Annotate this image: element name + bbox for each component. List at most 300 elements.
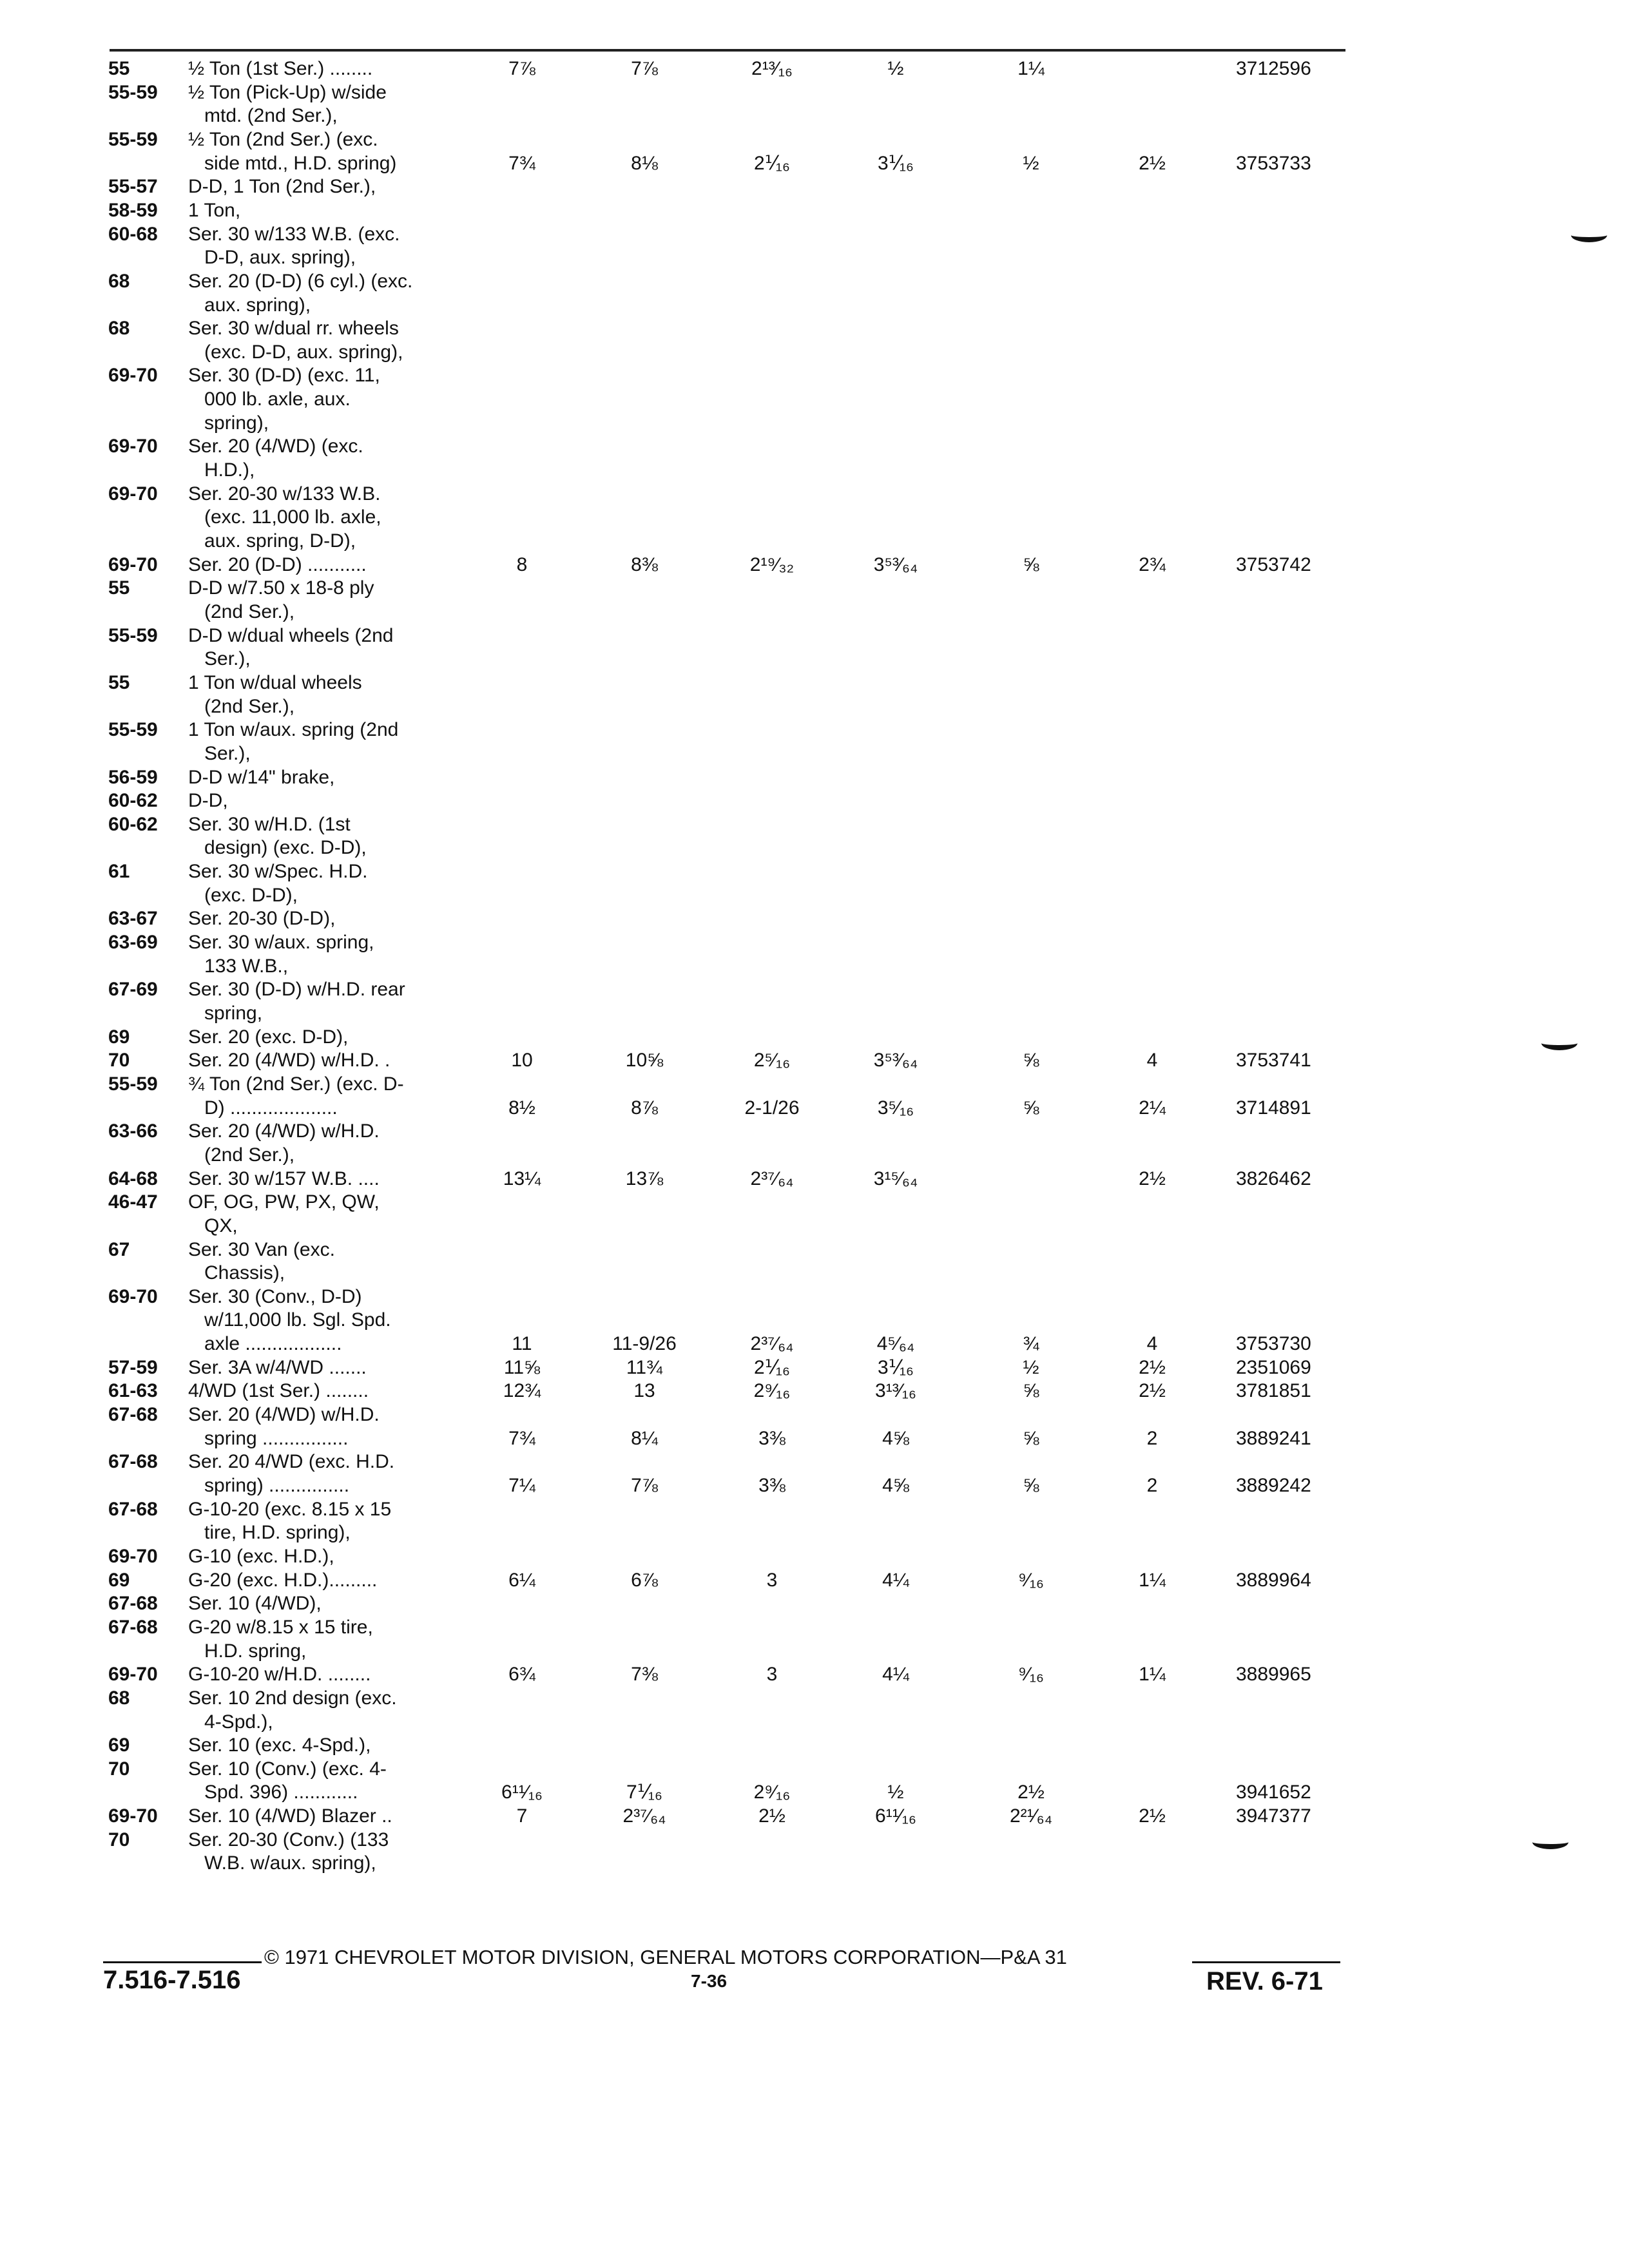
table-row xyxy=(0,1285,1629,1309)
spec-value-c4: 4⅝ xyxy=(882,1427,909,1449)
spec-value-c5: ⅝ xyxy=(1023,1097,1039,1119)
spec-value-c1: 6¼ xyxy=(508,1569,535,1591)
application-description: D) .................... xyxy=(188,1097,338,1119)
application-description: Ser. 10 (Conv.) (exc. 4- xyxy=(188,1758,387,1780)
spec-value-c6: 2½ xyxy=(1139,1805,1166,1827)
spec-value-c6: 2½ xyxy=(1139,1356,1166,1378)
application-description: aux. spring), xyxy=(188,294,311,316)
model-years: 61-63 xyxy=(108,1380,158,1402)
footer-rule-right xyxy=(1192,1961,1340,1963)
table-row xyxy=(0,57,1629,81)
spec-value-c2: 7⅜ xyxy=(631,1664,658,1686)
spec-value-c3: 3 xyxy=(766,1664,778,1686)
application-description: (2nd Ser.), xyxy=(188,1144,295,1166)
part-number: 3889242 xyxy=(1236,1475,1311,1496)
application-description: Ser. 30 w/dual rr. wheels xyxy=(188,318,399,340)
table-row xyxy=(0,1379,1629,1403)
part-number: 3714891 xyxy=(1236,1097,1311,1119)
table-row xyxy=(0,269,1629,293)
spec-value-c3: 2-1/26 xyxy=(744,1097,800,1119)
model-years: 55-59 xyxy=(108,128,158,150)
application-description: Spd. 396) ............ xyxy=(188,1782,358,1803)
model-years: 69-70 xyxy=(108,1545,158,1567)
table-row xyxy=(0,624,1629,648)
spec-value-c5: ⁹⁄₁₆ xyxy=(1017,1569,1045,1591)
application-description: Ser. 20-30 (D-D), xyxy=(188,908,336,930)
table-row xyxy=(0,1096,1629,1120)
table-row xyxy=(0,1497,1629,1521)
table-row xyxy=(0,505,1629,529)
model-years: 67-68 xyxy=(108,1404,158,1426)
part-number: 3889964 xyxy=(1236,1569,1311,1591)
model-years: 70 xyxy=(108,1758,130,1780)
footer-revision: REV. 6-71 xyxy=(1206,1967,1323,1995)
application-description: OF, OG, PW, PX, QW, xyxy=(188,1191,380,1213)
model-years: 67 xyxy=(108,1238,130,1260)
spec-value-c1: 11⅝ xyxy=(503,1356,541,1378)
spec-value-c5: 1¼ xyxy=(1017,58,1045,79)
table-row xyxy=(0,1662,1629,1686)
application-description: Ser. 20-30 (Conv.) (133 xyxy=(188,1829,389,1850)
model-years: 63-69 xyxy=(108,932,158,954)
application-description: Ser.), xyxy=(188,742,251,764)
spec-value-c2: 8⅜ xyxy=(631,553,658,575)
table-row xyxy=(0,671,1629,695)
table-row xyxy=(0,340,1629,364)
application-description: (2nd Ser.), xyxy=(188,695,295,717)
table-row xyxy=(0,954,1629,978)
application-description: tire, H.D. spring), xyxy=(188,1522,351,1544)
spec-value-c3: 2⁹⁄₁₆ xyxy=(753,1380,791,1402)
table-row xyxy=(0,316,1629,340)
part-number: 3889241 xyxy=(1236,1427,1311,1449)
application-description: Ser. 20 (exc. D-D), xyxy=(188,1026,349,1048)
model-years: 55 xyxy=(108,577,130,599)
application-description: H.D.), xyxy=(188,459,255,481)
spec-value-c2: 13 xyxy=(633,1380,655,1402)
table-row xyxy=(0,1568,1629,1592)
model-years: 68 xyxy=(108,270,130,292)
table-row xyxy=(0,576,1629,600)
application-description: side mtd., H.D. spring) xyxy=(188,152,397,174)
application-description: 4/WD (1st Ser.) ........ xyxy=(188,1380,369,1402)
table-row xyxy=(0,482,1629,506)
application-description: 133 W.B., xyxy=(188,955,289,977)
spec-value-c5: ¾ xyxy=(1023,1333,1039,1355)
table-row xyxy=(0,977,1629,1001)
model-years: 69-70 xyxy=(108,436,158,457)
table-row xyxy=(0,860,1629,883)
application-description: Ser. 20 (4/WD) w/H.D. xyxy=(188,1120,380,1142)
part-number: 3753742 xyxy=(1236,553,1311,575)
spec-value-c4: 3⁵³⁄₆₄ xyxy=(873,1050,918,1072)
table-row xyxy=(0,1001,1629,1025)
model-years: 69-70 xyxy=(108,483,158,505)
application-description: Ser. 30 Van (exc. xyxy=(188,1238,335,1260)
table-row xyxy=(0,718,1629,742)
model-years: 67-68 xyxy=(108,1498,158,1520)
table-row xyxy=(0,765,1629,789)
model-years: 69-70 xyxy=(108,1664,158,1686)
spec-value-c4: 3⅟₁₆ xyxy=(878,1356,914,1378)
spec-value-c4: ½ xyxy=(887,1782,904,1803)
margin-mark xyxy=(1541,1036,1577,1050)
application-description: Ser. 10 2nd design (exc. xyxy=(188,1687,397,1709)
application-description: W.B. w/aux. spring), xyxy=(188,1852,376,1874)
spec-value-c3: 3⅜ xyxy=(758,1427,786,1449)
table-row xyxy=(0,836,1629,860)
spec-value-c3: 2¹³⁄₁₆ xyxy=(751,58,793,79)
application-description: ½ Ton (2nd Ser.) (exc. xyxy=(188,128,378,150)
spec-value-c6: 2 xyxy=(1146,1475,1158,1496)
spec-value-c1: 7⅞ xyxy=(508,58,535,79)
part-number: 3826462 xyxy=(1236,1168,1311,1189)
application-description: Ser. 20 4/WD (exc. H.D. xyxy=(188,1451,395,1473)
spec-value-c2: 8¼ xyxy=(631,1427,658,1449)
table-row xyxy=(0,1025,1629,1049)
spec-value-c6: 4 xyxy=(1146,1050,1158,1072)
model-years: 60-62 xyxy=(108,813,158,835)
spec-value-c1: 8½ xyxy=(508,1097,535,1119)
application-description: Ser. 30 (D-D) (exc. 11, xyxy=(188,365,380,387)
application-description: G-20 (exc. H.D.)......... xyxy=(188,1569,378,1591)
application-description: Ser. 10 (4/WD), xyxy=(188,1593,322,1615)
application-description: Ser. 20-30 w/133 W.B. xyxy=(188,483,381,505)
table-row xyxy=(0,151,1629,175)
application-description: 1 Ton w/aux. spring (2nd xyxy=(188,719,399,741)
model-years: 63-67 xyxy=(108,908,158,930)
application-description: 000 lb. axle, aux. xyxy=(188,389,351,410)
model-years: 60-62 xyxy=(108,790,158,812)
table-row xyxy=(0,789,1629,812)
model-years: 70 xyxy=(108,1829,130,1850)
table-row xyxy=(0,245,1629,269)
table-row xyxy=(0,1450,1629,1474)
part-number: 3753730 xyxy=(1236,1333,1311,1355)
model-years: 55-59 xyxy=(108,1073,158,1095)
model-years: 46-47 xyxy=(108,1191,158,1213)
application-description: aux. spring, D-D), xyxy=(188,530,356,552)
spec-value-c3: 2⁵⁄₁₆ xyxy=(753,1050,791,1072)
application-description: G-10 (exc. H.D.), xyxy=(188,1545,334,1567)
table-row xyxy=(0,930,1629,954)
application-description: design) (exc. D-D), xyxy=(188,837,367,859)
application-description: w/11,000 lb. Sgl. Spd. xyxy=(188,1309,391,1331)
part-number: 2351069 xyxy=(1236,1356,1311,1378)
part-number: 3941652 xyxy=(1236,1782,1311,1803)
table-row xyxy=(0,1710,1629,1734)
table-row xyxy=(0,363,1629,387)
application-description: D-D, xyxy=(188,790,228,812)
application-description: Ser. 10 (exc. 4-Spd.), xyxy=(188,1735,371,1756)
footer-copyright: © 1971 CHEVROLET MOTOR DIVISION, GENERAL MOTORS CORPORATION—P&A 31 xyxy=(264,1946,1067,1968)
table-row xyxy=(0,1261,1629,1285)
table-row xyxy=(0,411,1629,435)
application-description: spring) ............... xyxy=(188,1475,350,1496)
application-description: mtd. (2nd Ser.), xyxy=(188,105,338,127)
model-years: 57-59 xyxy=(108,1356,158,1378)
table-row xyxy=(0,1190,1629,1214)
application-description: spring, xyxy=(188,1003,263,1024)
application-description: (exc. D-D, aux. spring), xyxy=(188,341,403,363)
spec-value-c4: 3⅟₁₆ xyxy=(878,152,914,174)
model-years: 61 xyxy=(108,861,130,883)
table-row xyxy=(0,293,1629,317)
application-description: Ser. 10 (4/WD) Blazer .. xyxy=(188,1805,392,1827)
application-description: (exc. D-D), xyxy=(188,884,298,906)
spec-value-c5: ⅝ xyxy=(1023,1427,1039,1449)
spec-value-c3: 2½ xyxy=(758,1805,786,1827)
application-description: Ser. 20 (D-D) ........... xyxy=(188,553,367,575)
application-description: D-D w/7.50 x 18-8 ply xyxy=(188,577,374,599)
application-description: (2nd Ser.), xyxy=(188,601,295,622)
table-row xyxy=(0,1474,1629,1497)
application-description: 4-Spd.), xyxy=(188,1711,273,1733)
table-row xyxy=(0,81,1629,104)
spec-value-c4: 4⁵⁄₆₄ xyxy=(876,1333,915,1355)
table-row xyxy=(0,907,1629,930)
spec-value-c1: 6¾ xyxy=(508,1664,535,1686)
spec-value-c1: 12¾ xyxy=(503,1380,541,1402)
table-row xyxy=(0,695,1629,718)
spec-value-c5: ⅝ xyxy=(1023,553,1039,575)
spec-value-c6: 2 xyxy=(1146,1427,1158,1449)
model-years: 67-68 xyxy=(108,1616,158,1638)
spec-value-c4: 4¼ xyxy=(882,1569,909,1591)
model-years: 58-59 xyxy=(108,199,158,221)
table-row xyxy=(0,1356,1629,1379)
table-row xyxy=(0,1332,1629,1356)
table-row xyxy=(0,1308,1629,1332)
model-years: 55-59 xyxy=(108,624,158,646)
model-years: 67-68 xyxy=(108,1451,158,1473)
table-row xyxy=(0,1804,1629,1828)
part-number: 3947377 xyxy=(1236,1805,1311,1827)
model-years: 64-68 xyxy=(108,1168,158,1189)
application-description: ½ Ton (1st Ser.) ........ xyxy=(188,58,373,79)
spec-value-c2: 6⅞ xyxy=(631,1569,658,1591)
model-years: 55-59 xyxy=(108,719,158,741)
table-row xyxy=(0,1427,1629,1450)
spec-value-c6: 4 xyxy=(1146,1333,1158,1355)
part-number: 3712596 xyxy=(1236,58,1311,79)
application-description: Ser. 30 w/157 W.B. .... xyxy=(188,1168,380,1189)
spec-value-c2: 11¾ xyxy=(626,1356,663,1378)
spec-value-c2: 7⅞ xyxy=(631,1475,658,1496)
spec-value-c1: 13¼ xyxy=(503,1168,541,1189)
spec-value-c5: ½ xyxy=(1023,1356,1039,1378)
application-description: ¾ Ton (2nd Ser.) (exc. D- xyxy=(188,1073,404,1095)
table-row xyxy=(0,198,1629,222)
model-years: 55 xyxy=(108,58,130,79)
application-description: D-D, 1 Ton (2nd Ser.), xyxy=(188,176,376,198)
spec-value-c2: 13⅞ xyxy=(625,1168,664,1189)
table-row xyxy=(0,175,1629,198)
spec-value-c1: 7 xyxy=(516,1805,528,1827)
spec-value-c5: 2½ xyxy=(1017,1782,1045,1803)
spec-value-c1: 7¾ xyxy=(508,1427,535,1449)
spec-value-c3: 2⅟₁₆ xyxy=(754,1356,790,1378)
table-row xyxy=(0,600,1629,624)
spec-value-c5: ⁹⁄₁₆ xyxy=(1017,1664,1045,1686)
application-description: Ser. 20 (4/WD) w/H.D. xyxy=(188,1404,380,1426)
application-description: Ser. 20 (4/WD) w/H.D. . xyxy=(188,1050,390,1072)
table-row xyxy=(0,1828,1629,1852)
spec-value-c3: 2¹⁹⁄₃₂ xyxy=(749,553,795,575)
model-years: 69-70 xyxy=(108,1805,158,1827)
margin-mark xyxy=(1532,1835,1568,1849)
spec-value-c2: 8⅞ xyxy=(631,1097,658,1119)
application-description: H.D. spring, xyxy=(188,1640,307,1662)
table-row xyxy=(0,387,1629,411)
table-row xyxy=(0,104,1629,128)
model-years: 67-69 xyxy=(108,979,158,1001)
application-description: Ser.), xyxy=(188,648,251,670)
application-description: Ser. 30 (Conv., D-D) xyxy=(188,1285,362,1307)
model-years: 69-70 xyxy=(108,1285,158,1307)
spec-value-c2: 11-9/26 xyxy=(612,1333,677,1355)
model-years: 55-59 xyxy=(108,81,158,103)
application-description: Ser. 30 (D-D) w/H.D. rear xyxy=(188,979,405,1001)
model-years: 55-57 xyxy=(108,176,158,198)
spec-value-c6: 2½ xyxy=(1139,1380,1166,1402)
table-row xyxy=(0,742,1629,765)
table-row xyxy=(0,1757,1629,1781)
spec-value-c4: 3⁵³⁄₆₄ xyxy=(873,553,918,575)
table-row xyxy=(0,1072,1629,1096)
spec-value-c5: ½ xyxy=(1023,152,1039,174)
application-description: 1 Ton w/dual wheels xyxy=(188,671,362,693)
table-row xyxy=(0,1639,1629,1663)
spec-value-c2: 7⅞ xyxy=(631,58,658,79)
application-description: Ser. 20 (4/WD) (exc. xyxy=(188,436,363,457)
spec-value-c6: 1¼ xyxy=(1139,1664,1166,1686)
application-description: 1 Ton, xyxy=(188,199,241,221)
table-row xyxy=(0,1403,1629,1427)
footer-page-number: 7-36 xyxy=(691,1971,728,1991)
spec-value-c5: ⅝ xyxy=(1023,1050,1039,1072)
spec-value-c3: 2⁹⁄₁₆ xyxy=(753,1782,791,1803)
table-row xyxy=(0,553,1629,577)
spec-value-c2: 7⅟₁₆ xyxy=(626,1782,662,1803)
spec-value-c1: 11 xyxy=(512,1333,532,1355)
model-years: 69 xyxy=(108,1569,130,1591)
spec-value-c6: 2¾ xyxy=(1139,553,1166,575)
part-number: 3781851 xyxy=(1236,1380,1311,1402)
model-years: 68 xyxy=(108,1687,130,1709)
application-description: G-20 w/8.15 x 15 tire, xyxy=(188,1616,373,1638)
application-description: Chassis), xyxy=(188,1262,285,1284)
spec-value-c2: 10⅝ xyxy=(625,1050,664,1072)
model-years: 67-68 xyxy=(108,1593,158,1615)
application-description: G-10-20 w/H.D. ........ xyxy=(188,1664,371,1686)
part-number: 3889965 xyxy=(1236,1664,1311,1686)
table-row xyxy=(0,1686,1629,1710)
model-years: 63-66 xyxy=(108,1120,158,1142)
spec-value-c1: 10 xyxy=(511,1050,533,1072)
spec-value-c3: 2³⁷⁄₆₄ xyxy=(750,1333,794,1355)
application-description: D-D w/dual wheels (2nd xyxy=(188,624,394,646)
spec-value-c3: 2⅟₁₆ xyxy=(754,152,790,174)
table-row xyxy=(0,222,1629,246)
spec-value-c3: 3⅜ xyxy=(758,1475,786,1496)
margin-mark xyxy=(1571,228,1607,242)
spec-value-c4: ½ xyxy=(887,58,904,79)
spec-value-c4: 4¼ xyxy=(882,1664,909,1686)
footer-section: 7.516-7.516 xyxy=(103,1966,241,1994)
table-row xyxy=(0,1238,1629,1262)
table-row xyxy=(0,529,1629,553)
application-description: Ser. 30 w/H.D. (1st xyxy=(188,813,351,835)
table-row xyxy=(0,883,1629,907)
spec-value-c1: 7¾ xyxy=(508,152,535,174)
spec-value-c4: 6¹¹⁄₁₆ xyxy=(875,1805,916,1827)
application-description: D-D w/14" brake, xyxy=(188,766,335,788)
spec-value-c1: 8 xyxy=(516,553,528,575)
spec-value-c6: 2½ xyxy=(1139,152,1166,174)
spec-value-c4: 3¹⁵⁄₆₄ xyxy=(873,1168,918,1189)
model-years: 60-68 xyxy=(108,223,158,245)
spec-value-c5: ⅝ xyxy=(1023,1475,1039,1496)
spec-value-c5: 2²¹⁄₆₄ xyxy=(1009,1805,1053,1827)
footer-rule-left xyxy=(103,1961,262,1963)
table-row xyxy=(0,1119,1629,1143)
model-years: 55 xyxy=(108,671,130,693)
table-row xyxy=(0,1591,1629,1615)
spec-value-c2: 2³⁷⁄₆₄ xyxy=(622,1805,666,1827)
table-row xyxy=(0,1167,1629,1191)
spec-value-c1: 7¼ xyxy=(508,1475,535,1496)
model-years: 68 xyxy=(108,318,130,340)
application-description: ½ Ton (Pick-Up) w/side xyxy=(188,81,387,103)
top-rule xyxy=(110,49,1345,52)
table-row xyxy=(0,647,1629,671)
part-number: 3753741 xyxy=(1236,1050,1311,1072)
table-row xyxy=(0,1214,1629,1238)
application-description: QX, xyxy=(188,1215,238,1236)
table-row xyxy=(0,128,1629,151)
spec-value-c4: 3¹³⁄₁₆ xyxy=(875,1380,916,1402)
table-row xyxy=(0,1521,1629,1544)
model-years: 70 xyxy=(108,1050,130,1072)
spec-value-c3: 2³⁷⁄₆₄ xyxy=(750,1168,794,1189)
part-number: 3753733 xyxy=(1236,152,1311,174)
spec-value-c3: 3 xyxy=(766,1569,778,1591)
table-row xyxy=(0,1851,1629,1875)
application-description: spring), xyxy=(188,412,269,434)
spec-value-c1: 6¹¹⁄₁₆ xyxy=(501,1782,543,1803)
spec-value-c6: 2¼ xyxy=(1139,1097,1166,1119)
application-description: Ser. 3A w/4/WD ....... xyxy=(188,1356,367,1378)
application-description: Ser. 30 w/Spec. H.D. xyxy=(188,861,368,883)
table-row xyxy=(0,1780,1629,1804)
model-years: 56-59 xyxy=(108,766,158,788)
spec-value-c6: 1¼ xyxy=(1139,1569,1166,1591)
table-row xyxy=(0,434,1629,458)
application-description: (exc. 11,000 lb. axle, xyxy=(188,506,381,528)
table-row xyxy=(0,1615,1629,1639)
model-years: 69 xyxy=(108,1026,130,1048)
model-years: 69 xyxy=(108,1735,130,1756)
model-years: 69-70 xyxy=(108,365,158,387)
application-description: G-10-20 (exc. 8.15 x 15 xyxy=(188,1498,392,1520)
spec-value-c4: 3⁵⁄₁₆ xyxy=(877,1097,914,1119)
table-row xyxy=(0,1544,1629,1568)
application-description: Ser. 30 w/133 W.B. (exc. xyxy=(188,223,400,245)
spec-value-c4: 4⅝ xyxy=(882,1475,909,1496)
application-description: axle .................. xyxy=(188,1333,342,1355)
table-row xyxy=(0,458,1629,482)
